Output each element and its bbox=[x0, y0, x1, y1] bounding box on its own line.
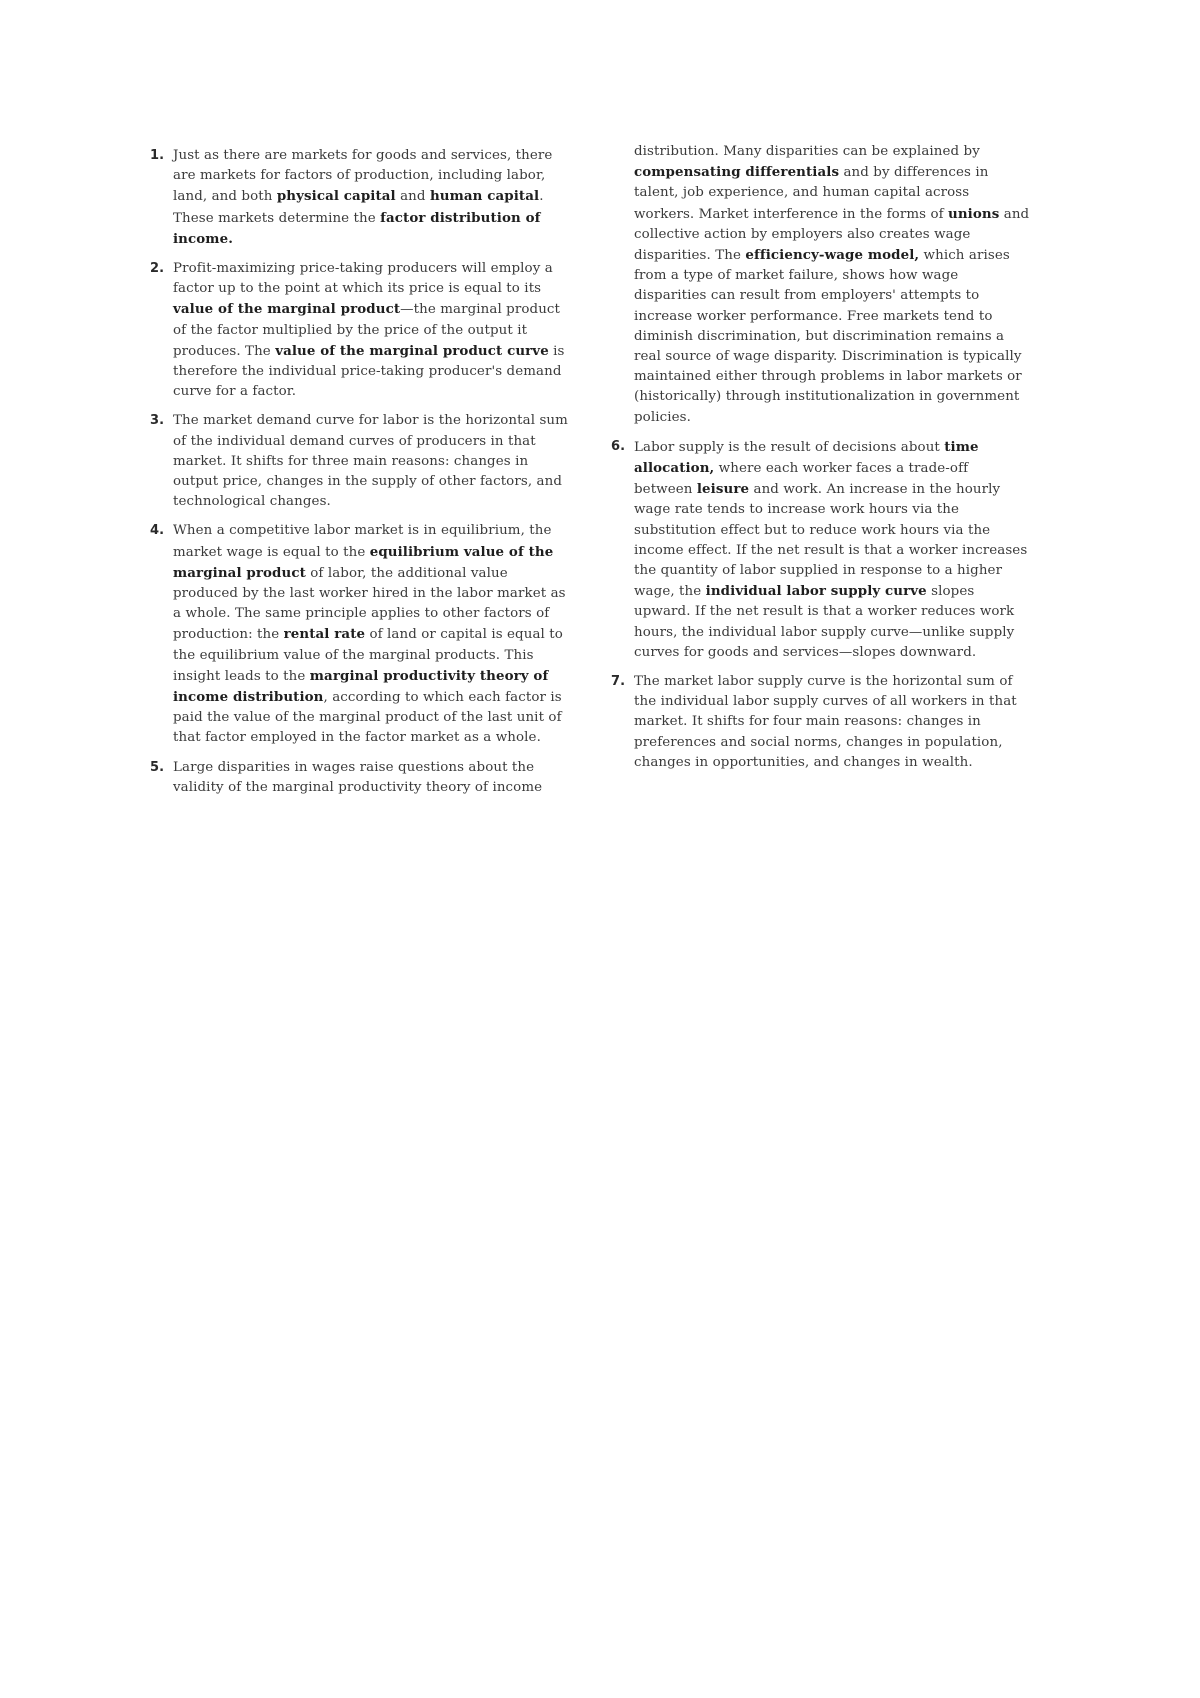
item-number: 4. bbox=[150, 523, 165, 539]
summary-item-6 bbox=[611, 437, 1031, 663]
summary-item-3 bbox=[150, 411, 575, 512]
item-number: 5. bbox=[150, 759, 165, 775]
item-text: Large disparities in wages raise questions about the validity of the marginal productivity theory of income bbox=[173, 759, 543, 795]
summary-item-5 bbox=[150, 758, 575, 798]
item-text: Profit-maximizing price-taking producers will employ a factor up to the point at which its price is equal to its value of the marginal product—the marginal product of the factor multiplied by the price of the output it produces. The value of the marginal product curve is therefore the individual price-taking producer's demand curve for a factor. bbox=[173, 261, 565, 400]
summary-item-4 bbox=[150, 521, 575, 748]
summary-item-2 bbox=[150, 259, 575, 402]
item-number: 3. bbox=[150, 413, 165, 429]
item-text: Just as there are markets for goods and services, there are markets for factors of production, including labor, land, and both physical capital and human capital. These markets determine the factor distribution of income. bbox=[173, 148, 553, 247]
item-text: The market demand curve for labor is the horizontal sum of the individual demand curves of producers in that market. It shifts for three main reasons: changes in output price, changes in the supply of other factors, and technological changes. bbox=[173, 413, 568, 510]
item-text: When a competitive labor market is in equilibrium, the market wage is equal to the equilibrium value of the marginal product of labor, the additional value produced by the last worker hired in the labor market as a whole. The same principle applies to other factors of production: the rental rate of land or capital is equal to the equilibrium value of the marginal products. This insight leads to the marginal productivity theory of income distribution, according to which each factor is paid the value of the marginal product of the last unit of that factor employed in the factor market as a whole. bbox=[173, 523, 566, 746]
summary-item-1 bbox=[150, 146, 575, 250]
left-column bbox=[150, 146, 575, 807]
item-text: Labor supply is the result of decisions about time allocation, where each worker faces a trade-off between leisure and work. An increase in the hourly wage rate tends to increase work hours via the substitution effect but to reduce work hours via the income effect. If the net result is that a worker increases the quantity of labor supplied in response to a higher wage, the individual labor supply curve slopes upward. If the net result is that a worker reduces work hours, the individual labor supply curve—unlike supply curves for goods and services—slopes downward. bbox=[634, 438, 1028, 660]
item-text: distribution. Many disparities can be explained by compensating differentials and by differences in talent, job experience, and human capital across workers. Market interference in the forms of unions and collective action by employers also creates wage disparities. The efficiency-wage model, which arises from a type of market failure, shows how wage disparities can result from employers' attempts to increase worker performance. Free markets tend to diminish discrimination, but discrimination remains a real source of wage disparity. Discrimination is typically maintained either through problems in labor markets or (historically) through institutionalization in government policies. bbox=[634, 144, 1030, 425]
summary-item-7 bbox=[611, 672, 1031, 773]
item-number: 6. bbox=[611, 438, 626, 454]
right-column bbox=[611, 142, 1031, 782]
item-text: The market labor supply curve is the horizontal sum of the individual labor supply curves of all workers in that market. It shifts for four main reasons: changes in preferences and social norms, changes in population, changes in opportunities, and changes in wealth. bbox=[634, 674, 1017, 770]
item-number: 1. bbox=[150, 148, 165, 163]
item-number: 7. bbox=[611, 674, 626, 690]
item-number: 2. bbox=[150, 261, 165, 277]
summary-item-5-continued bbox=[611, 142, 1031, 428]
